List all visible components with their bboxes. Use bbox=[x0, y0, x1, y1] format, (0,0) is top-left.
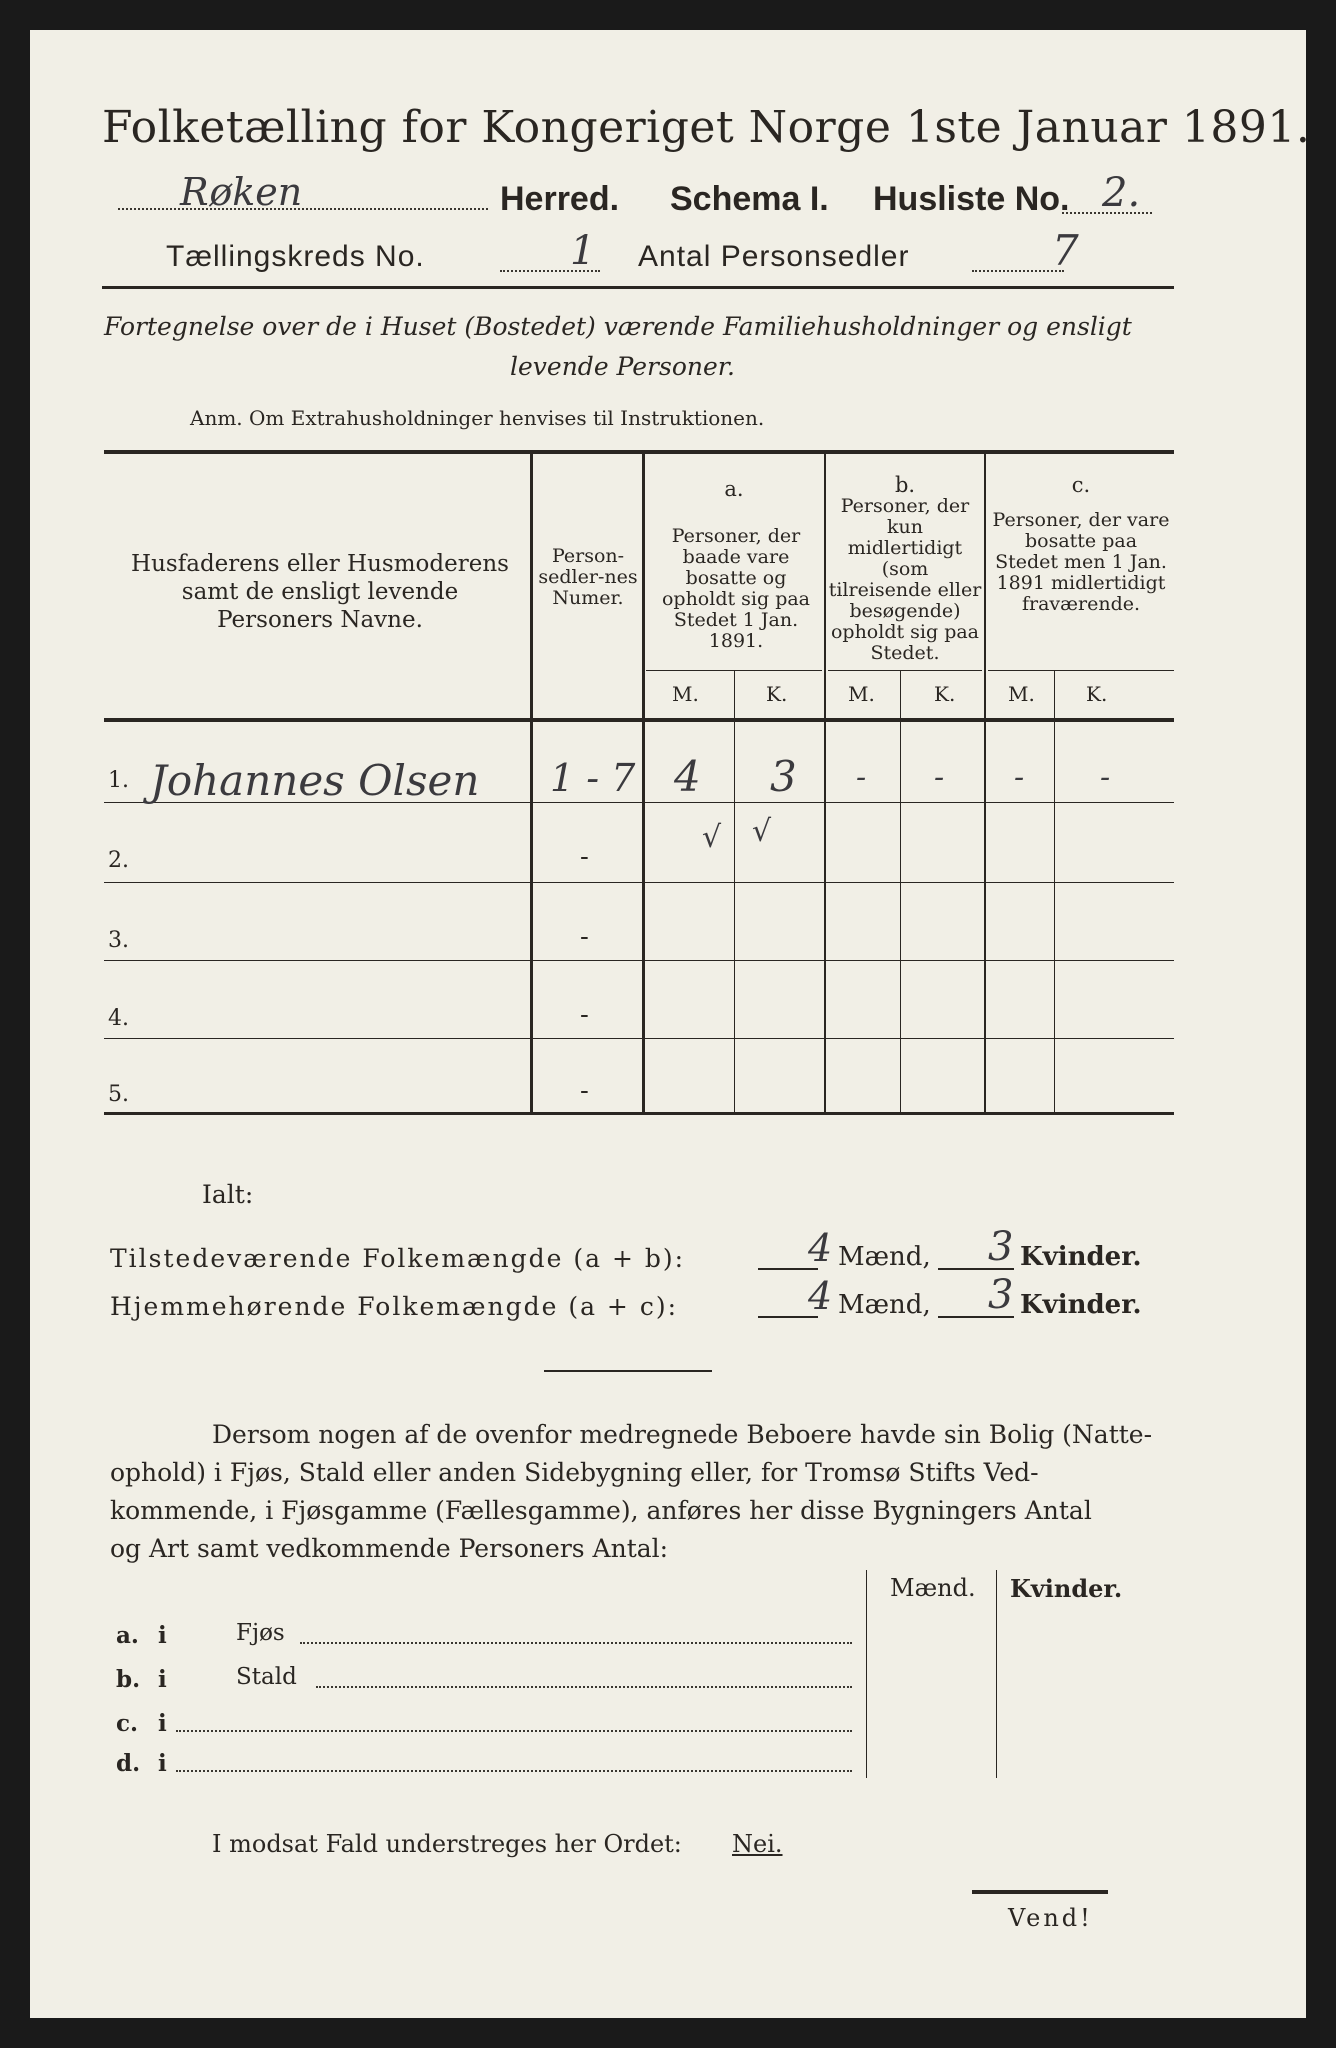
outb-row-c-letter: c. bbox=[116, 1710, 139, 1737]
hjemme-m-value: 4 bbox=[808, 1274, 833, 1318]
antal-value: 7 bbox=[1052, 226, 1079, 275]
taellingskreds-label: Tællingskreds No. bbox=[166, 240, 425, 273]
tilstede-kvinder: Kvinder. bbox=[1020, 1242, 1142, 1272]
row-5-number: 5. bbox=[108, 1082, 129, 1107]
outb-row-b-letter: b. bbox=[116, 1666, 141, 1693]
tilstede-maend: Mænd, bbox=[838, 1242, 931, 1272]
row-2-a-k-check: √ bbox=[752, 814, 772, 849]
herred-label: Herred. bbox=[500, 180, 620, 218]
footer-text: I modsat Fald understreges her Ordet: bbox=[212, 1830, 682, 1858]
hjemme-label: Hjemmehørende Folkemængde (a + c): bbox=[110, 1292, 678, 1321]
herred-dots bbox=[118, 208, 488, 210]
tilstede-k-value: 3 bbox=[988, 1224, 1014, 1270]
outb-row-c-i: i bbox=[158, 1710, 167, 1737]
footer-nei: Nei. bbox=[732, 1830, 783, 1858]
col-divider-4 bbox=[984, 454, 986, 1112]
hjemme-kvinder: Kvinder. bbox=[1020, 1290, 1142, 1320]
tilstede-label: Tilstedeværende Folkemængde (a + b): bbox=[110, 1244, 686, 1273]
col-header-c: Personer, der vare bosatte paa Stedet men 1 Jan. 1891 midlertidigt fraværende. bbox=[992, 509, 1170, 615]
taellingskreds-value: 1 bbox=[570, 228, 596, 274]
row-1-c-m: - bbox=[1014, 760, 1025, 795]
row-4-sedler: - bbox=[580, 1000, 589, 1030]
section-divider bbox=[544, 1370, 712, 1372]
outb-row-a-i: i bbox=[158, 1622, 167, 1649]
row-1-a-k: 3 bbox=[770, 752, 797, 801]
intro-line-2: levende Personer. bbox=[510, 352, 735, 381]
a-m-label: M. bbox=[672, 682, 699, 706]
c-m-label: M. bbox=[1008, 682, 1035, 706]
col-divider-c-mk bbox=[1054, 670, 1055, 1112]
form-title: Folketælling for Kongeriget Norge 1ste Januar 1891. bbox=[102, 102, 1311, 153]
row-1-number: 1. bbox=[108, 768, 129, 793]
row-3-number: 3. bbox=[108, 928, 129, 953]
col-b-letter: b. bbox=[894, 473, 916, 497]
row-1-a-m: 4 bbox=[674, 752, 701, 801]
anm-note: Anm. Om Extrahusholdninger henvises til Instruktionen. bbox=[190, 406, 765, 430]
table-bottom-rule bbox=[104, 1112, 1174, 1115]
outb-col-kvinder: Kvinder. bbox=[1010, 1574, 1123, 1603]
row-rule-4 bbox=[104, 1038, 1174, 1039]
row-4-number: 4. bbox=[108, 1006, 129, 1031]
col-a-letter: a. bbox=[724, 477, 744, 501]
outb-row-d-dots bbox=[176, 1770, 852, 1772]
row-1-b-m: - bbox=[856, 760, 867, 795]
row-2-number: 2. bbox=[108, 848, 129, 873]
col-divider-b-mk bbox=[900, 670, 901, 1112]
outb-divider-1 bbox=[866, 1570, 867, 1778]
outb-row-b-dots bbox=[316, 1686, 852, 1688]
para-line-4: og Art samt vedkommende Personers Antal: bbox=[110, 1534, 669, 1563]
col-header-b: Personer, der kun midlertidigt (som tilreisende eller besøgende) opholdt sig paa Stedet. bbox=[828, 495, 982, 664]
a-k-label: K. bbox=[766, 682, 788, 706]
row-1-b-k: - bbox=[934, 760, 945, 795]
col-divider-3 bbox=[824, 454, 826, 1112]
antal-label: Antal Personsedler bbox=[638, 240, 910, 273]
b-k-label: K. bbox=[934, 682, 956, 706]
col-header-a: Personer, der baade vare bosatte og opholdt sig paa Stedet 1 Jan. 1891. bbox=[661, 525, 811, 652]
row-3-sedler: - bbox=[580, 922, 589, 952]
header-rule bbox=[102, 286, 1174, 289]
ialt-label: Ialt: bbox=[202, 1180, 254, 1209]
antal-dots bbox=[972, 270, 1064, 272]
outb-row-b-i: i bbox=[158, 1666, 167, 1693]
outb-row-a-dots bbox=[300, 1642, 852, 1644]
c-mk-rule bbox=[988, 670, 1174, 671]
hjemme-maend: Mænd, bbox=[838, 1290, 931, 1320]
para-line-2: ophold) i Fjøs, Stald eller anden Sidebygning eller, for Tromsø Stifts Ved- bbox=[110, 1458, 1039, 1487]
row-1-sedler: 1 - 7 bbox=[550, 756, 636, 800]
b-mk-rule bbox=[828, 670, 982, 671]
col-divider-a-mk bbox=[734, 670, 735, 1112]
outb-row-c-dots bbox=[176, 1730, 852, 1732]
row-rule-2 bbox=[104, 882, 1174, 883]
husliste-label: Husliste No. bbox=[873, 180, 1070, 218]
row-1-c-k: - bbox=[1100, 760, 1111, 795]
outb-row-b-label: Stald bbox=[236, 1664, 297, 1690]
b-m-label: M. bbox=[848, 682, 875, 706]
outb-row-d-letter: d. bbox=[116, 1750, 141, 1777]
intro-line-1: Fortegnelse over de i Huset (Bostedet) værende Familiehusholdninger og ensligt bbox=[104, 312, 1132, 341]
vend-label: Vend! bbox=[1008, 1904, 1093, 1932]
hjemme-k-value: 3 bbox=[988, 1272, 1014, 1318]
schema-label: Schema I. bbox=[670, 180, 829, 218]
col-header-sedler: Person-sedler-nes Numer. bbox=[538, 545, 638, 609]
outb-row-d-i: i bbox=[158, 1750, 167, 1777]
para-line-1: Dersom nogen af de ovenfor medregnede Beboere havde sin Bolig (Natte- bbox=[212, 1420, 1153, 1449]
row-2-sedler: - bbox=[580, 842, 589, 872]
herred-value: Røken bbox=[180, 170, 303, 214]
a-mk-rule bbox=[646, 670, 822, 671]
para-line-3: kommende, i Fjøsgamme (Fællesgamme), anføres her disse Bygningers Antal bbox=[110, 1496, 1092, 1525]
row-2-a-m-check: √ bbox=[702, 820, 722, 855]
table-header-rule bbox=[104, 718, 1174, 722]
tilstede-m-value: 4 bbox=[808, 1226, 833, 1270]
col-c-letter: c. bbox=[1071, 473, 1091, 497]
col-divider-1 bbox=[530, 454, 533, 1112]
row-5-sedler: - bbox=[580, 1076, 589, 1106]
census-form-page bbox=[30, 30, 1311, 2018]
outb-row-a-label: Fjøs bbox=[236, 1620, 285, 1646]
row-1-name: Johannes Olsen bbox=[150, 756, 480, 805]
table-top-rule bbox=[104, 450, 1174, 454]
outb-divider-2 bbox=[996, 1570, 997, 1778]
col-header-names: Husfaderens eller Husmoderens samt de ensligt levende Personers Navne. bbox=[131, 551, 509, 633]
outb-col-maend: Mænd. bbox=[890, 1574, 976, 1602]
husliste-value: 2. bbox=[1102, 170, 1141, 216]
outb-row-a-letter: a. bbox=[116, 1622, 139, 1649]
col-divider-2 bbox=[642, 454, 645, 1112]
c-k-label: K. bbox=[1086, 682, 1108, 706]
row-rule-3 bbox=[104, 960, 1174, 961]
vend-rule bbox=[972, 1890, 1108, 1894]
